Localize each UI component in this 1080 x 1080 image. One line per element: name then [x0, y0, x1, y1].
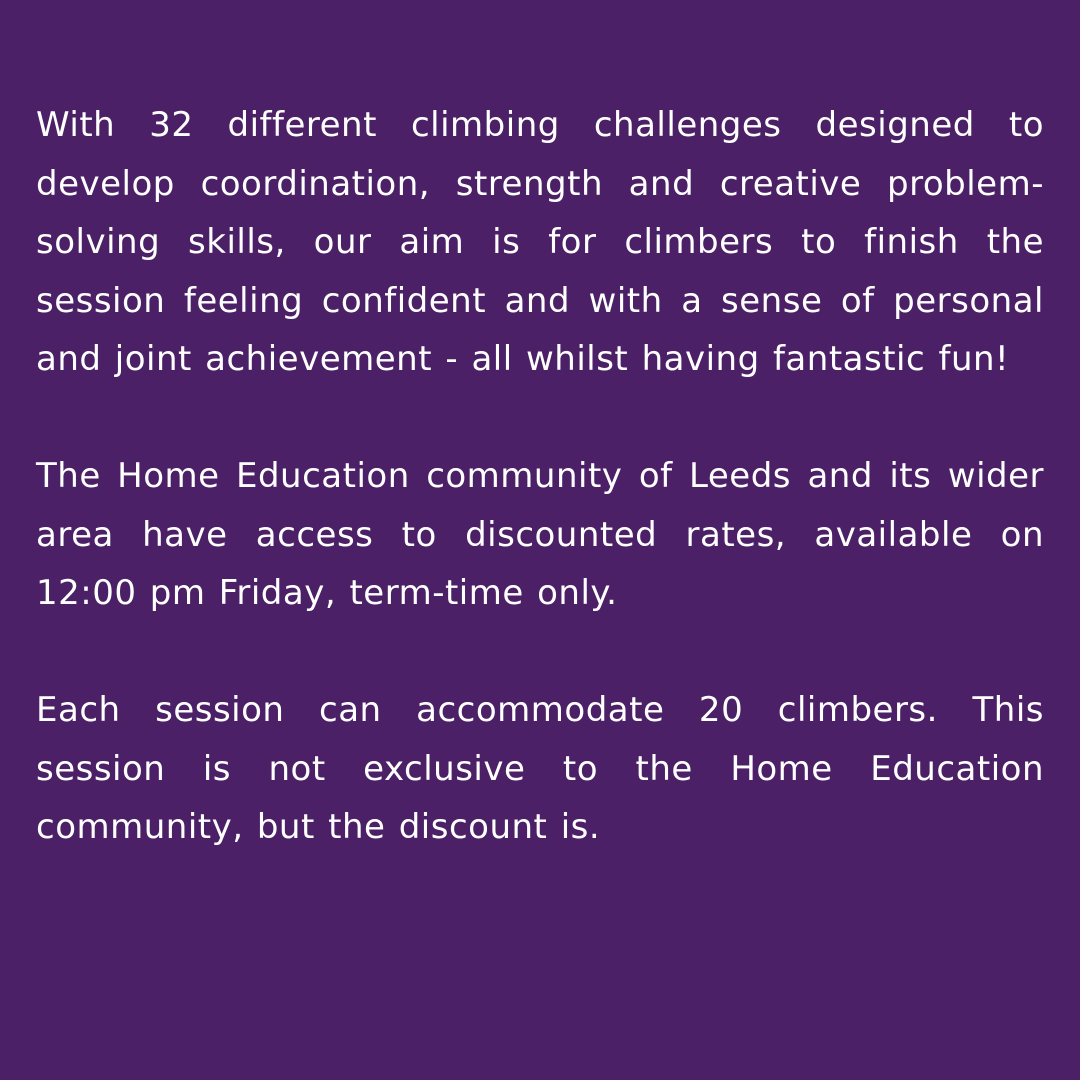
paragraph-climbing-challenges: With 32 different climbing challenges designed to develop coordination, strength and creative problem-solving skills, our aim is for climbers to finish the session feeling confident and with a sense of personal and joint achievement - all whilst having fantastic fun!: [36, 105, 1044, 379]
paragraph-home-education-discount: The Home Education community of Leeds and its wider area have access to discounted rates, available on 12:00 pm Friday, term-time only.: [36, 456, 1044, 613]
paragraph-session-capacity: Each session can accommodate 20 climbers. This session is not exclusive to the Home Education community, but the discount is.: [36, 690, 1044, 847]
